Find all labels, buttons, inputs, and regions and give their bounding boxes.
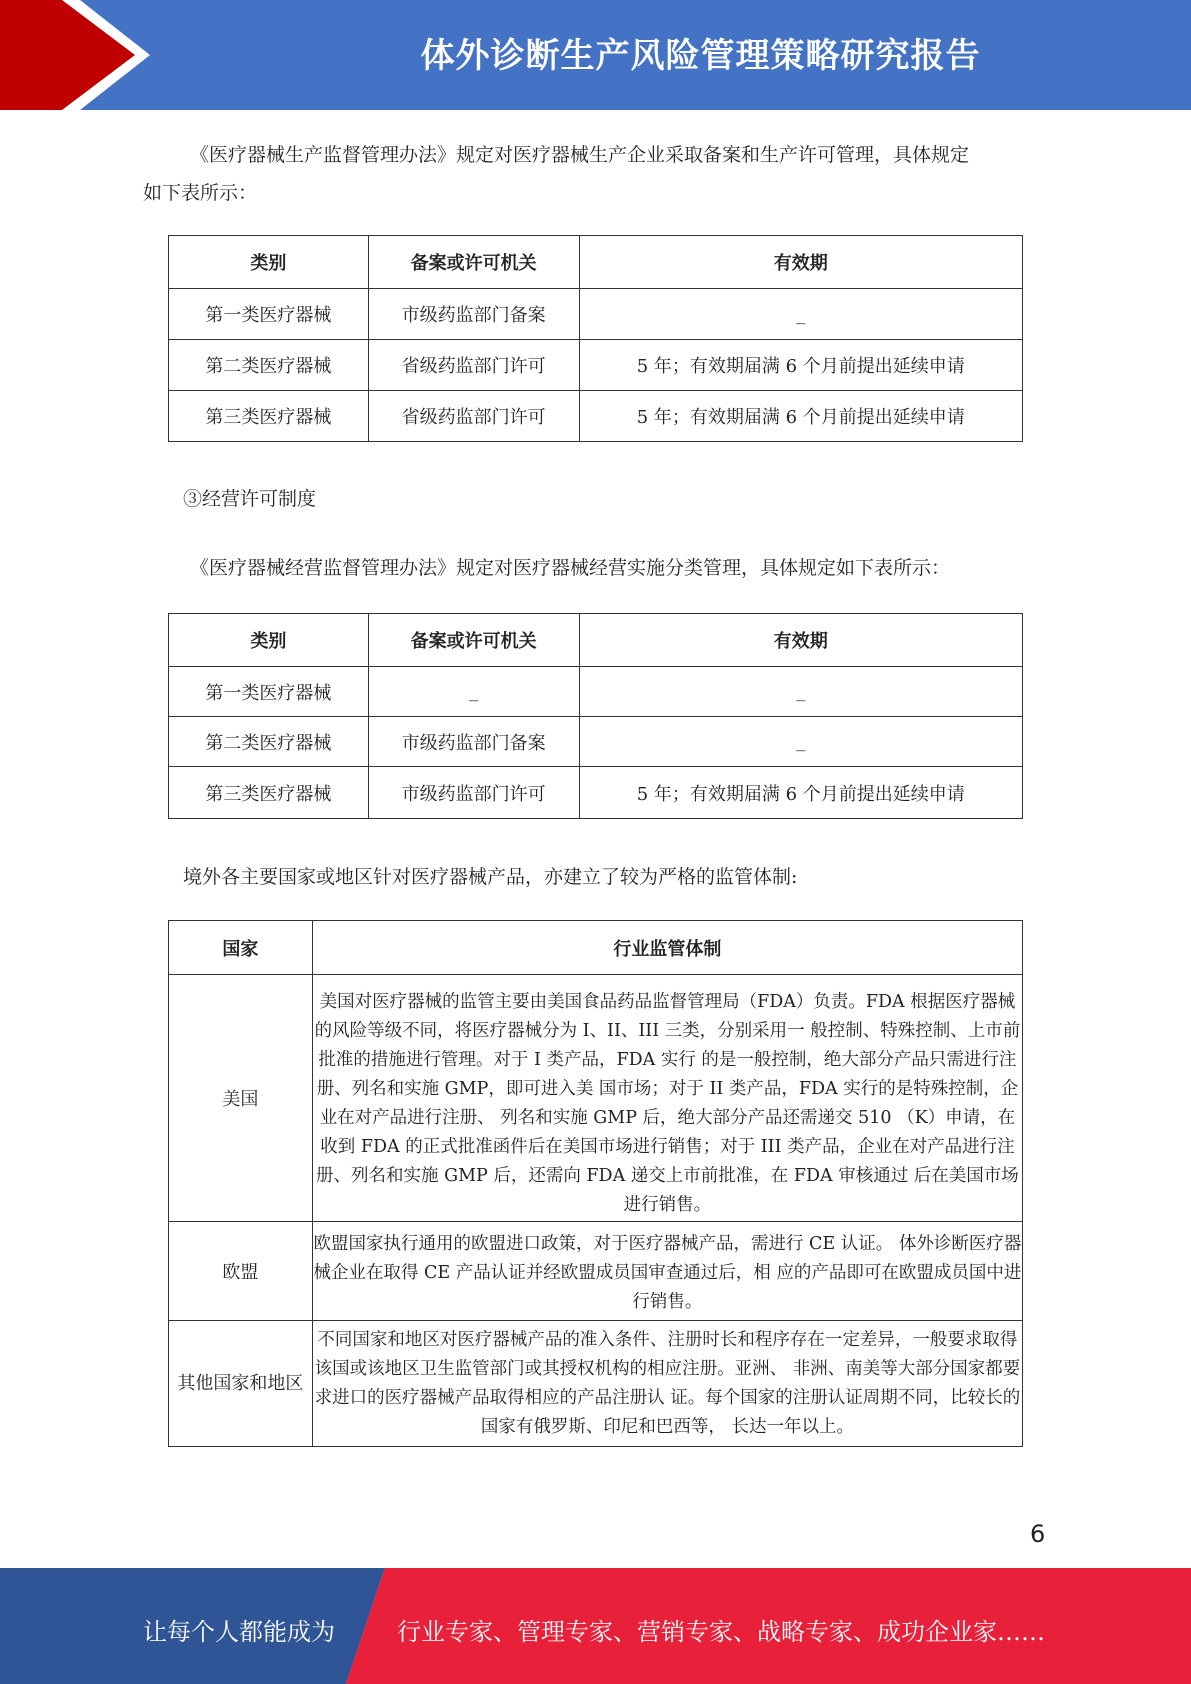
table-cell: _ [579, 717, 1022, 767]
header-authority: 备案或许可机关 [368, 236, 579, 289]
table-cell-country: 欧盟 [169, 1222, 313, 1321]
table-cell: 5 年；有效期届满 6 个月前提出延续申请 [579, 391, 1022, 442]
table-cell: _ [368, 667, 579, 717]
header-validity: 有效期 [579, 614, 1022, 667]
table-cell: 省级药监部门许可 [368, 391, 579, 442]
page-footer [0, 1568, 1191, 1684]
page-header [0, 0, 1191, 110]
header-category: 类别 [169, 614, 369, 667]
table-cell: 第三类医疗器械 [169, 391, 369, 442]
table-cell: 第二类医疗器械 [169, 717, 369, 767]
table-row [169, 391, 1023, 442]
overseas-regulation-table [168, 920, 1023, 1447]
table-cell-country: 其他国家和地区 [169, 1321, 313, 1447]
intro-paragraph-1-line2: 如下表所示： [143, 182, 258, 204]
table-row [169, 340, 1023, 391]
table-cell: 第二类医疗器械 [169, 340, 369, 391]
intro-paragraph-3: 境外各主要国家或地区针对医疗器械产品，亦建立了较为严格的监管体制: [183, 866, 798, 888]
table-row [169, 1222, 1023, 1321]
table-cell-regulation: 欧盟国家执行通用的欧盟进口政策，对于医疗器械产品，需进行 CE 认证。 体外诊断医疗器械企业在取得 CE 产品认证并经欧盟成员国审查通过后，相 应的产品即可在欧盟成员国中进行销售。 [312, 1222, 1022, 1321]
table-cell: 市级药监部门许可 [368, 767, 579, 819]
table-row [169, 717, 1023, 767]
table-header-row [169, 614, 1023, 667]
table-row [169, 667, 1023, 717]
table-cell-country: 美国 [169, 975, 313, 1222]
business-license-table [168, 613, 1023, 819]
intro-paragraph-1-line1: 《医疗器械生产监督管理办法》规定对医疗器械生产企业采取备案和生产许可管理，具体规定 [190, 144, 970, 166]
table-cell: 第三类医疗器械 [169, 767, 369, 819]
table-cell: 第一类医疗器械 [169, 289, 369, 340]
footer-slogan-left: 让每个人都能成为 [143, 1618, 335, 1646]
page-number: 6 [1030, 1520, 1046, 1548]
header-category: 类别 [169, 236, 369, 289]
table-header-row [169, 236, 1023, 289]
header-authority: 备案或许可机关 [368, 614, 579, 667]
header-regulatory-system: 行业监管体制 [312, 921, 1022, 975]
table-cell: 5 年；有效期届满 6 个月前提出延续申请 [579, 767, 1022, 819]
table-header-row [169, 921, 1023, 975]
table-cell-regulation: 不同国家和地区对医疗器械产品的准入条件、注册时长和程序存在一定差异，一般要求取得该国或该地区卫生监管部门或其授权机构的相应注册。亚洲、 非洲、南美等大部分国家都要求进口的医疗器械产品取得相应的产品注册认 证。每个国家的注册认证周期不同，比较长的国家有俄罗斯、印尼和巴西等， 长达一年以上。 [312, 1321, 1022, 1447]
production-license-table [168, 235, 1023, 442]
table-row [169, 767, 1023, 819]
section-heading-business-license: ③经营许可制度 [183, 488, 317, 510]
table-cell: _ [579, 667, 1022, 717]
header-country: 国家 [169, 921, 313, 975]
table-row [169, 975, 1023, 1222]
table-cell: 第一类医疗器械 [169, 667, 369, 717]
header-validity: 有效期 [579, 236, 1022, 289]
table-cell: _ [579, 289, 1022, 340]
table-row [169, 289, 1023, 340]
report-title: 体外诊断生产风险管理策略研究报告 [420, 36, 981, 76]
footer-slogan-right: 行业专家、管理专家、营销专家、战略专家、成功企业家…… [397, 1618, 1045, 1646]
intro-paragraph-2: 《医疗器械经营监督管理办法》规定对医疗器械经营实施分类管理，具体规定如下表所示： [190, 557, 951, 579]
table-cell: 省级药监部门许可 [368, 340, 579, 391]
table-cell: 5 年；有效期届满 6 个月前提出延续申请 [579, 340, 1022, 391]
table-cell-regulation: 美国对医疗器械的监管主要由美国食品药品监督管理局（FDA）负责。FDA 根据医疗器械的风险等级不同，将医疗器械分为 I、II、III 三类，分别采用一 般控制、特殊控制、上市前批准的措施进行管理。对于 I 类产品，FDA 实行 的是一般控制，绝大部分产品只需进行注册、列名和实施 GMP，即可进入美 国市场；对于 II 类产品，FDA 实行的是特殊控制，企业在对产品进行注册、 列名和实施 GMP 后，绝大部分产品还需递交 510 （K）申请，在收到 FDA 的正式批准函件后在美国市场进行销售；对于 III 类产品，企业在对产品进行注 册、列名和实施 GMP 后，还需向 FDA 递交上市前批准，在 FDA 审核通过 后在美国市场进行销售。 [312, 975, 1022, 1222]
table-cell: 市级药监部门备案 [368, 717, 579, 767]
table-row [169, 1321, 1023, 1447]
table-cell: 市级药监部门备案 [368, 289, 579, 340]
